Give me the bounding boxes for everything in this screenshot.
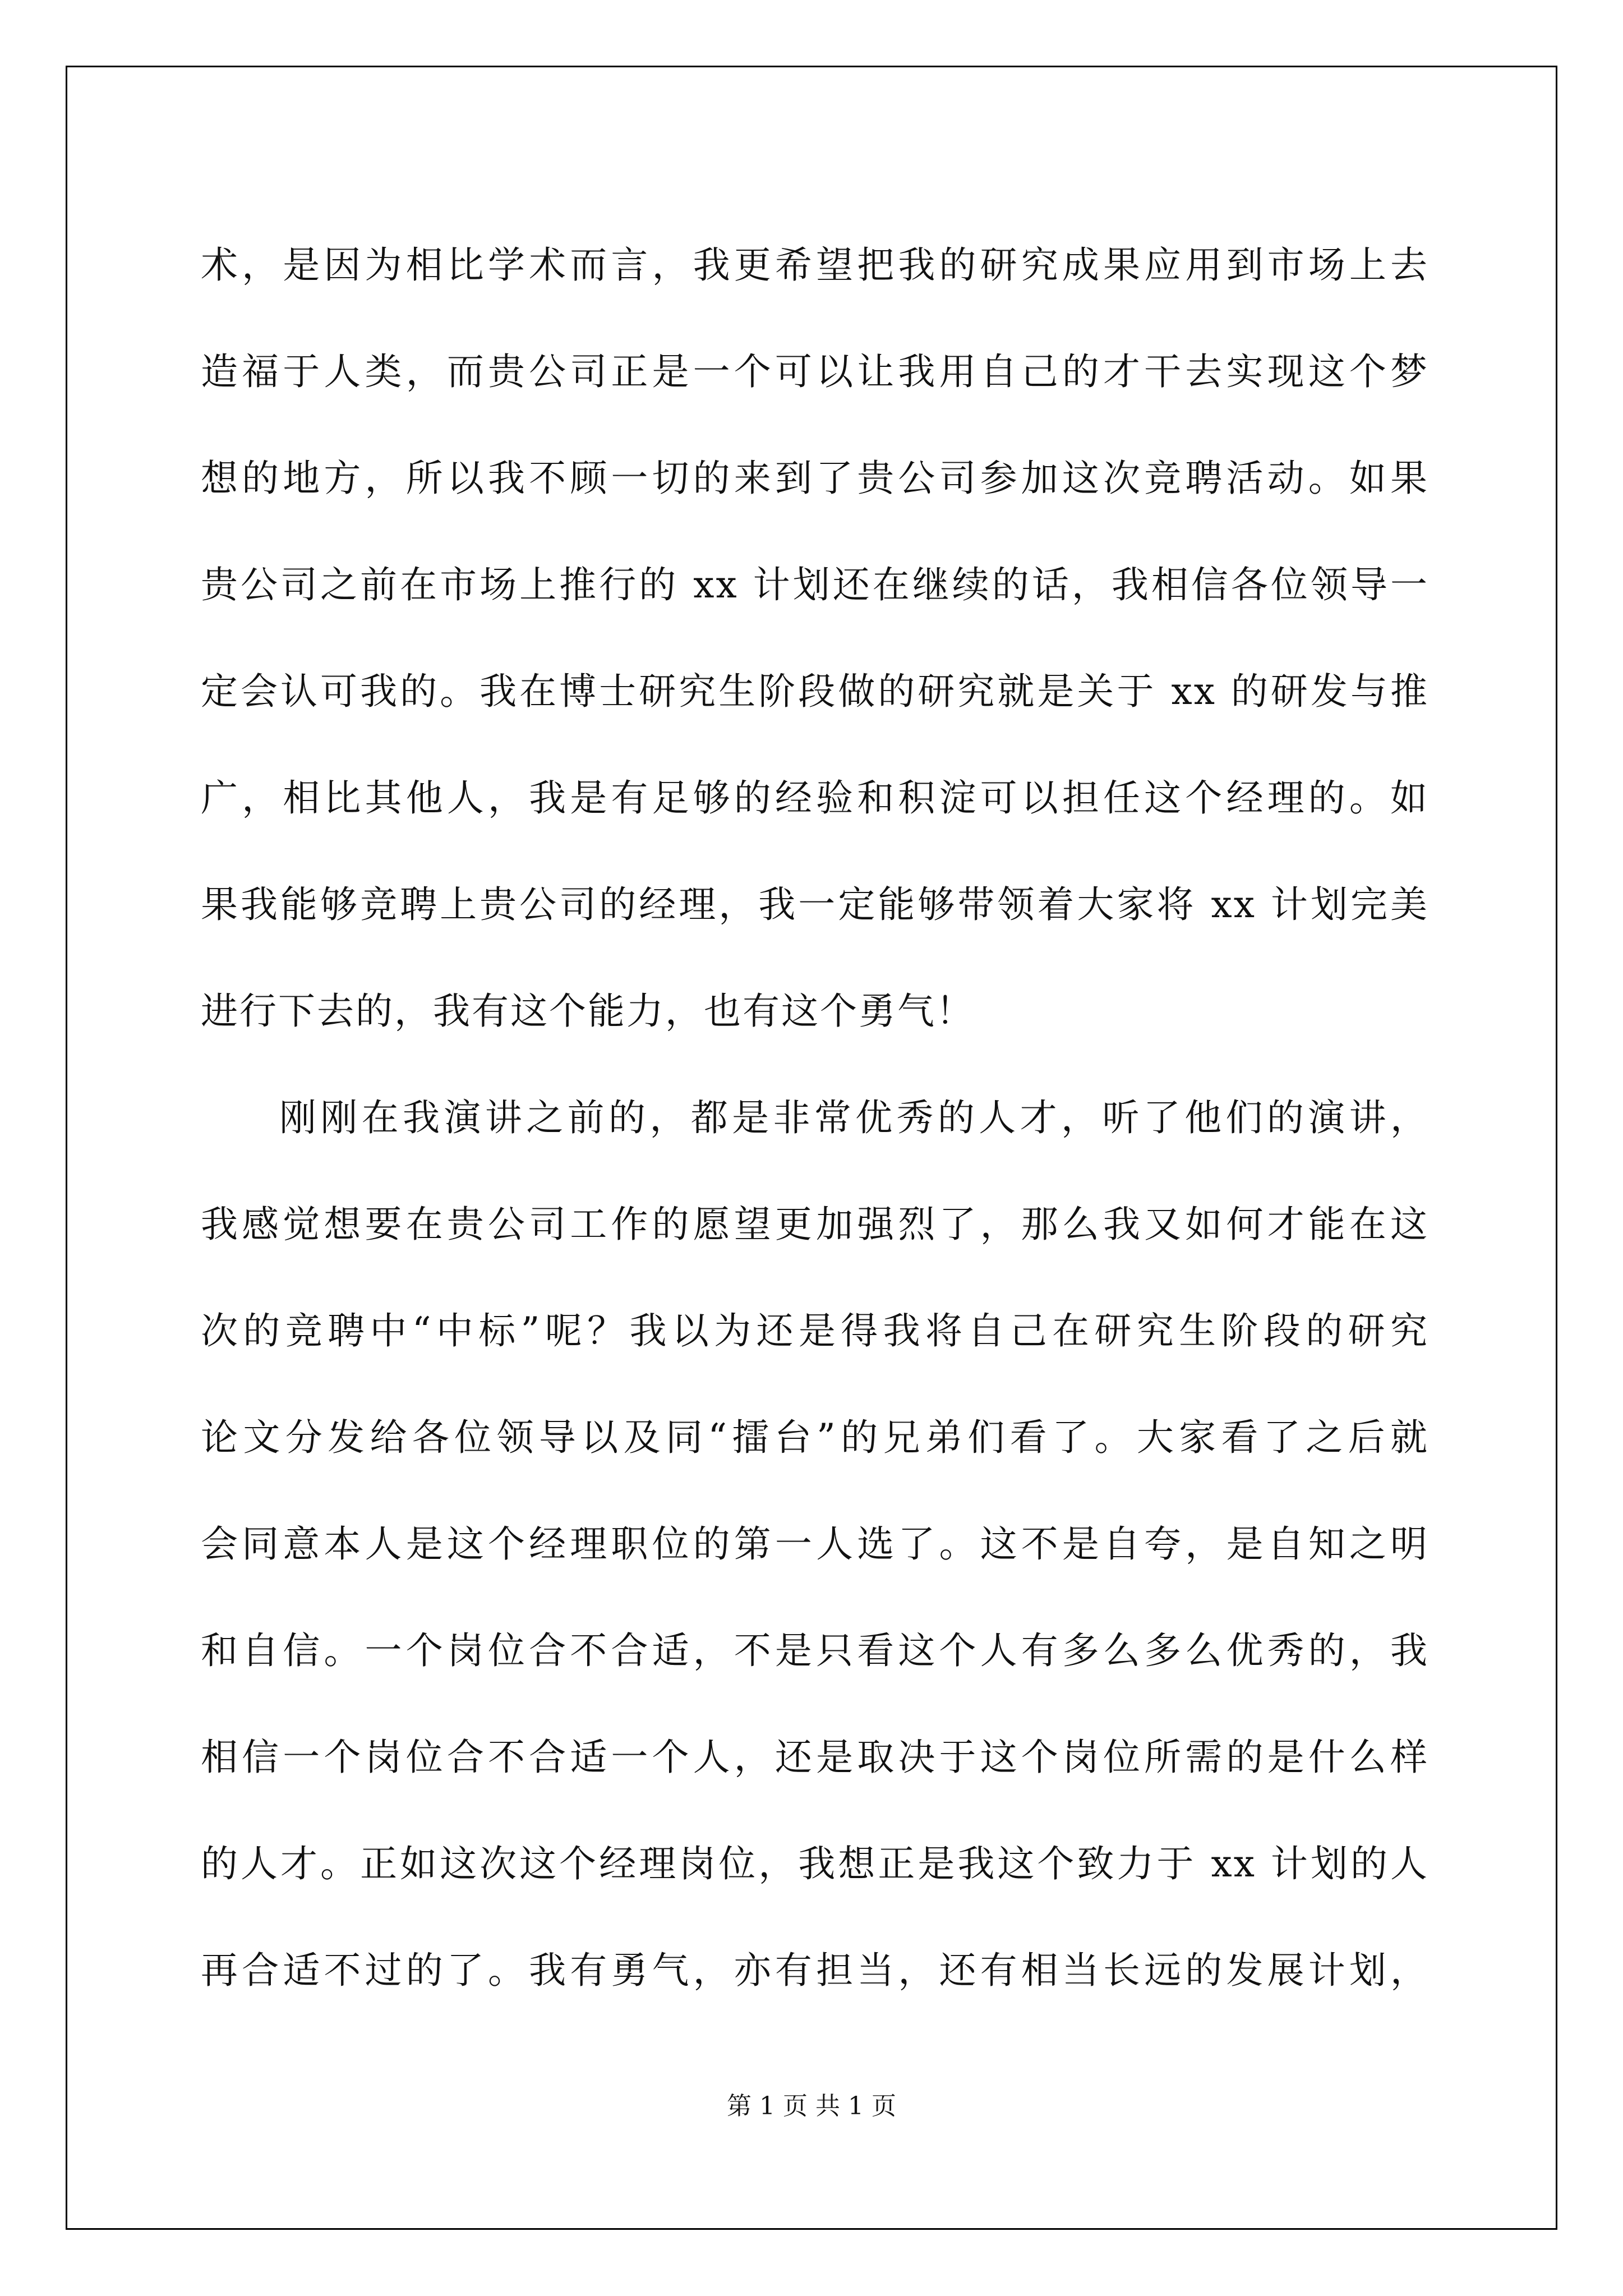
text-line: 再合适不过的了。我有勇气，亦有担当，还有相当长远的发展计划， [201, 1949, 1429, 1992]
text-line-paragraph-start: 刚刚在我演讲之前的，都是非常优秀的人才，听了他们的演讲， [279, 1096, 1429, 1139]
text-line: 的人才。正如这次这个经理岗位，我想正是我这个致力于 xx 计划的人 [201, 1842, 1429, 1885]
text-line: 和自信。一个岗位合不合适，不是只看这个人有多么多么优秀的，我 [201, 1629, 1429, 1672]
text-line: 广，相比其他人，我是有足够的经验和积淀可以担任这个经理的。如 [201, 776, 1429, 820]
text-line: 会同意本人是这个经理职位的第一人选了。这不是自夸，是自知之明 [201, 1522, 1429, 1566]
page-footer: 第 1 页 共 1 页 [727, 2092, 896, 2120]
text-line: 造福于人类，而贵公司正是一个可以让我用自己的才干去实现这个梦 [201, 350, 1429, 393]
text-line: 贵公司之前在市场上推行的 xx 计划还在继续的话，我相信各位领导一 [201, 563, 1429, 606]
text-line: 定会认可我的。我在博士研究生阶段做的研究就是关于 xx 的研发与推 [201, 670, 1429, 713]
text-line: 论文分发给各位领导以及同“擂台”的兄弟们看了。大家看了之后就 [201, 1416, 1429, 1459]
text-line: 想的地方，所以我不顾一切的来到了贵公司参加这次竞聘活动。如果 [201, 457, 1429, 500]
text-line-paragraph-end: 进行下去的，我有这个能力，也有这个勇气！ [201, 990, 975, 1033]
text-line: 术，是因为相比学术而言，我更希望把我的研究成果应用到市场上去 [201, 243, 1429, 287]
text-line: 相信一个岗位合不合适一个人，还是取决于这个岗位所需的是什么样 [201, 1736, 1429, 1779]
document-body [201, 212, 1429, 2024]
text-line: 我感觉想要在贵公司工作的愿望更加强烈了，那么我又如何才能在这 [201, 1203, 1429, 1246]
text-line: 果我能够竞聘上贵公司的经理，我一定能够带领着大家将 xx 计划完美 [201, 883, 1429, 926]
text-line: 次的竞聘中“中标”呢？我以为还是得我将自己在研究生阶段的研究 [201, 1309, 1429, 1352]
